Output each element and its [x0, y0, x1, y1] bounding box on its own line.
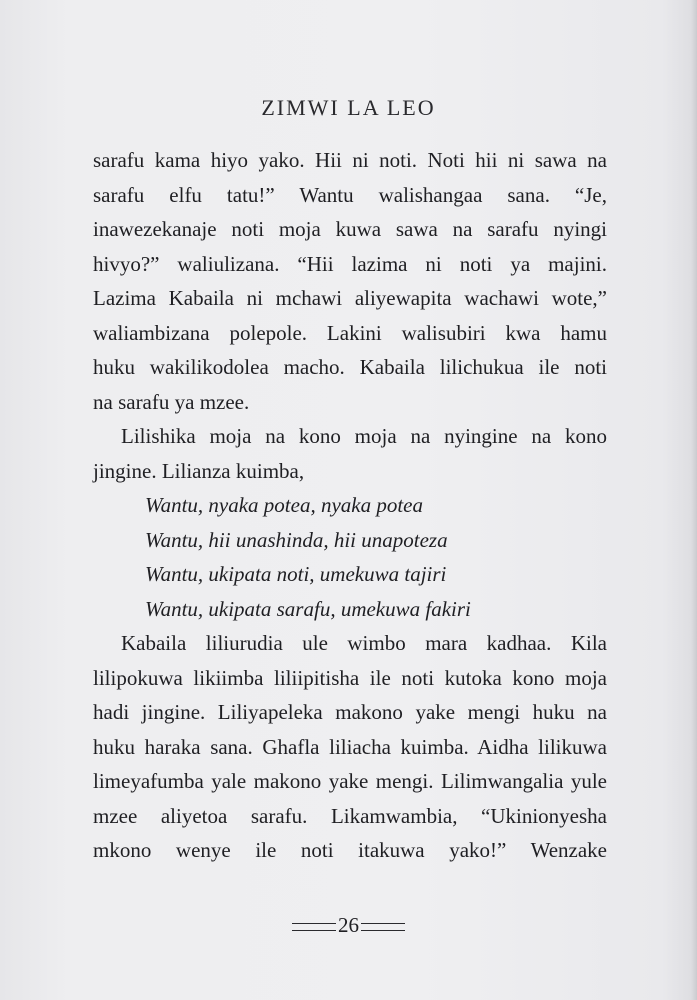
- song-verse-line: Wantu, hii unashinda, hii unapoteza: [145, 527, 448, 552]
- text-line: Lazima Kabaila ni mchawi aliyewapita wachawi wote,”: [93, 286, 607, 310]
- running-head: ZIMWI LA LEO: [261, 95, 436, 120]
- page-number: [0, 913, 697, 938]
- text-line: Kabaila liliurudia ule wimbo mara kadhaa. Kila: [121, 631, 607, 655]
- text-line: sarafu kama hiyo yako. Hii ni noti. Noti hii ni sawa na: [93, 148, 607, 172]
- text-line: jingine. Lilianza kuimba,: [93, 458, 305, 483]
- folio-rule-right: [361, 923, 405, 931]
- text-line: mkono wenye ile noti itakuwa yako!” Wenzake: [93, 838, 607, 862]
- text-line: huku haraka sana. Ghafla liliacha kuimba. Aidha lilikuwa: [93, 734, 607, 759]
- text-line: waliambizana polepole. Lakini walisubiri kwa hamu: [93, 320, 607, 345]
- text-line: lilipokuwa likiimba liliipitisha ile noti kutoka kono moja: [93, 665, 607, 690]
- song-verse-line: Wantu, ukipata sarafu, umekuwa fakiri: [145, 596, 471, 621]
- song-verse-line: Wantu, nyaka potea, nyaka potea: [145, 493, 423, 517]
- text-line: inawezekanaje noti moja kuwa sawa na sarafu nyingi: [93, 217, 607, 241]
- text-line: limeyafumba yale makono yake mengi. Lilimwangalia yule: [93, 769, 607, 793]
- song-verse-line: Wantu, ukipata noti, umekuwa tajiri: [145, 562, 447, 586]
- text-line: hivyo?” waliulizana. “Hii lazima ni noti ya majini.: [93, 251, 607, 276]
- text-line: hadi jingine. Liliyapeleka makono yake mengi huku na: [93, 700, 607, 724]
- body-text: [93, 143, 607, 868]
- text-line: Lilishika moja na kono moja na nyingine na kono: [121, 424, 607, 448]
- folio-rule-left: [292, 923, 336, 931]
- text-line: na sarafu ya mzee.: [93, 389, 250, 414]
- text-line: huku wakilikodolea macho. Kabaila lilichukua ile noti: [93, 355, 607, 379]
- text-line: sarafu elfu tatu!” Wantu walishangaa sana. “Je,: [93, 182, 607, 207]
- page-number-text: 26: [338, 913, 359, 937]
- text-line: mzee aliyetoa sarafu. Likamwambia, “Ukinionyesha: [93, 803, 607, 828]
- page-edge-shadow: [691, 0, 697, 1000]
